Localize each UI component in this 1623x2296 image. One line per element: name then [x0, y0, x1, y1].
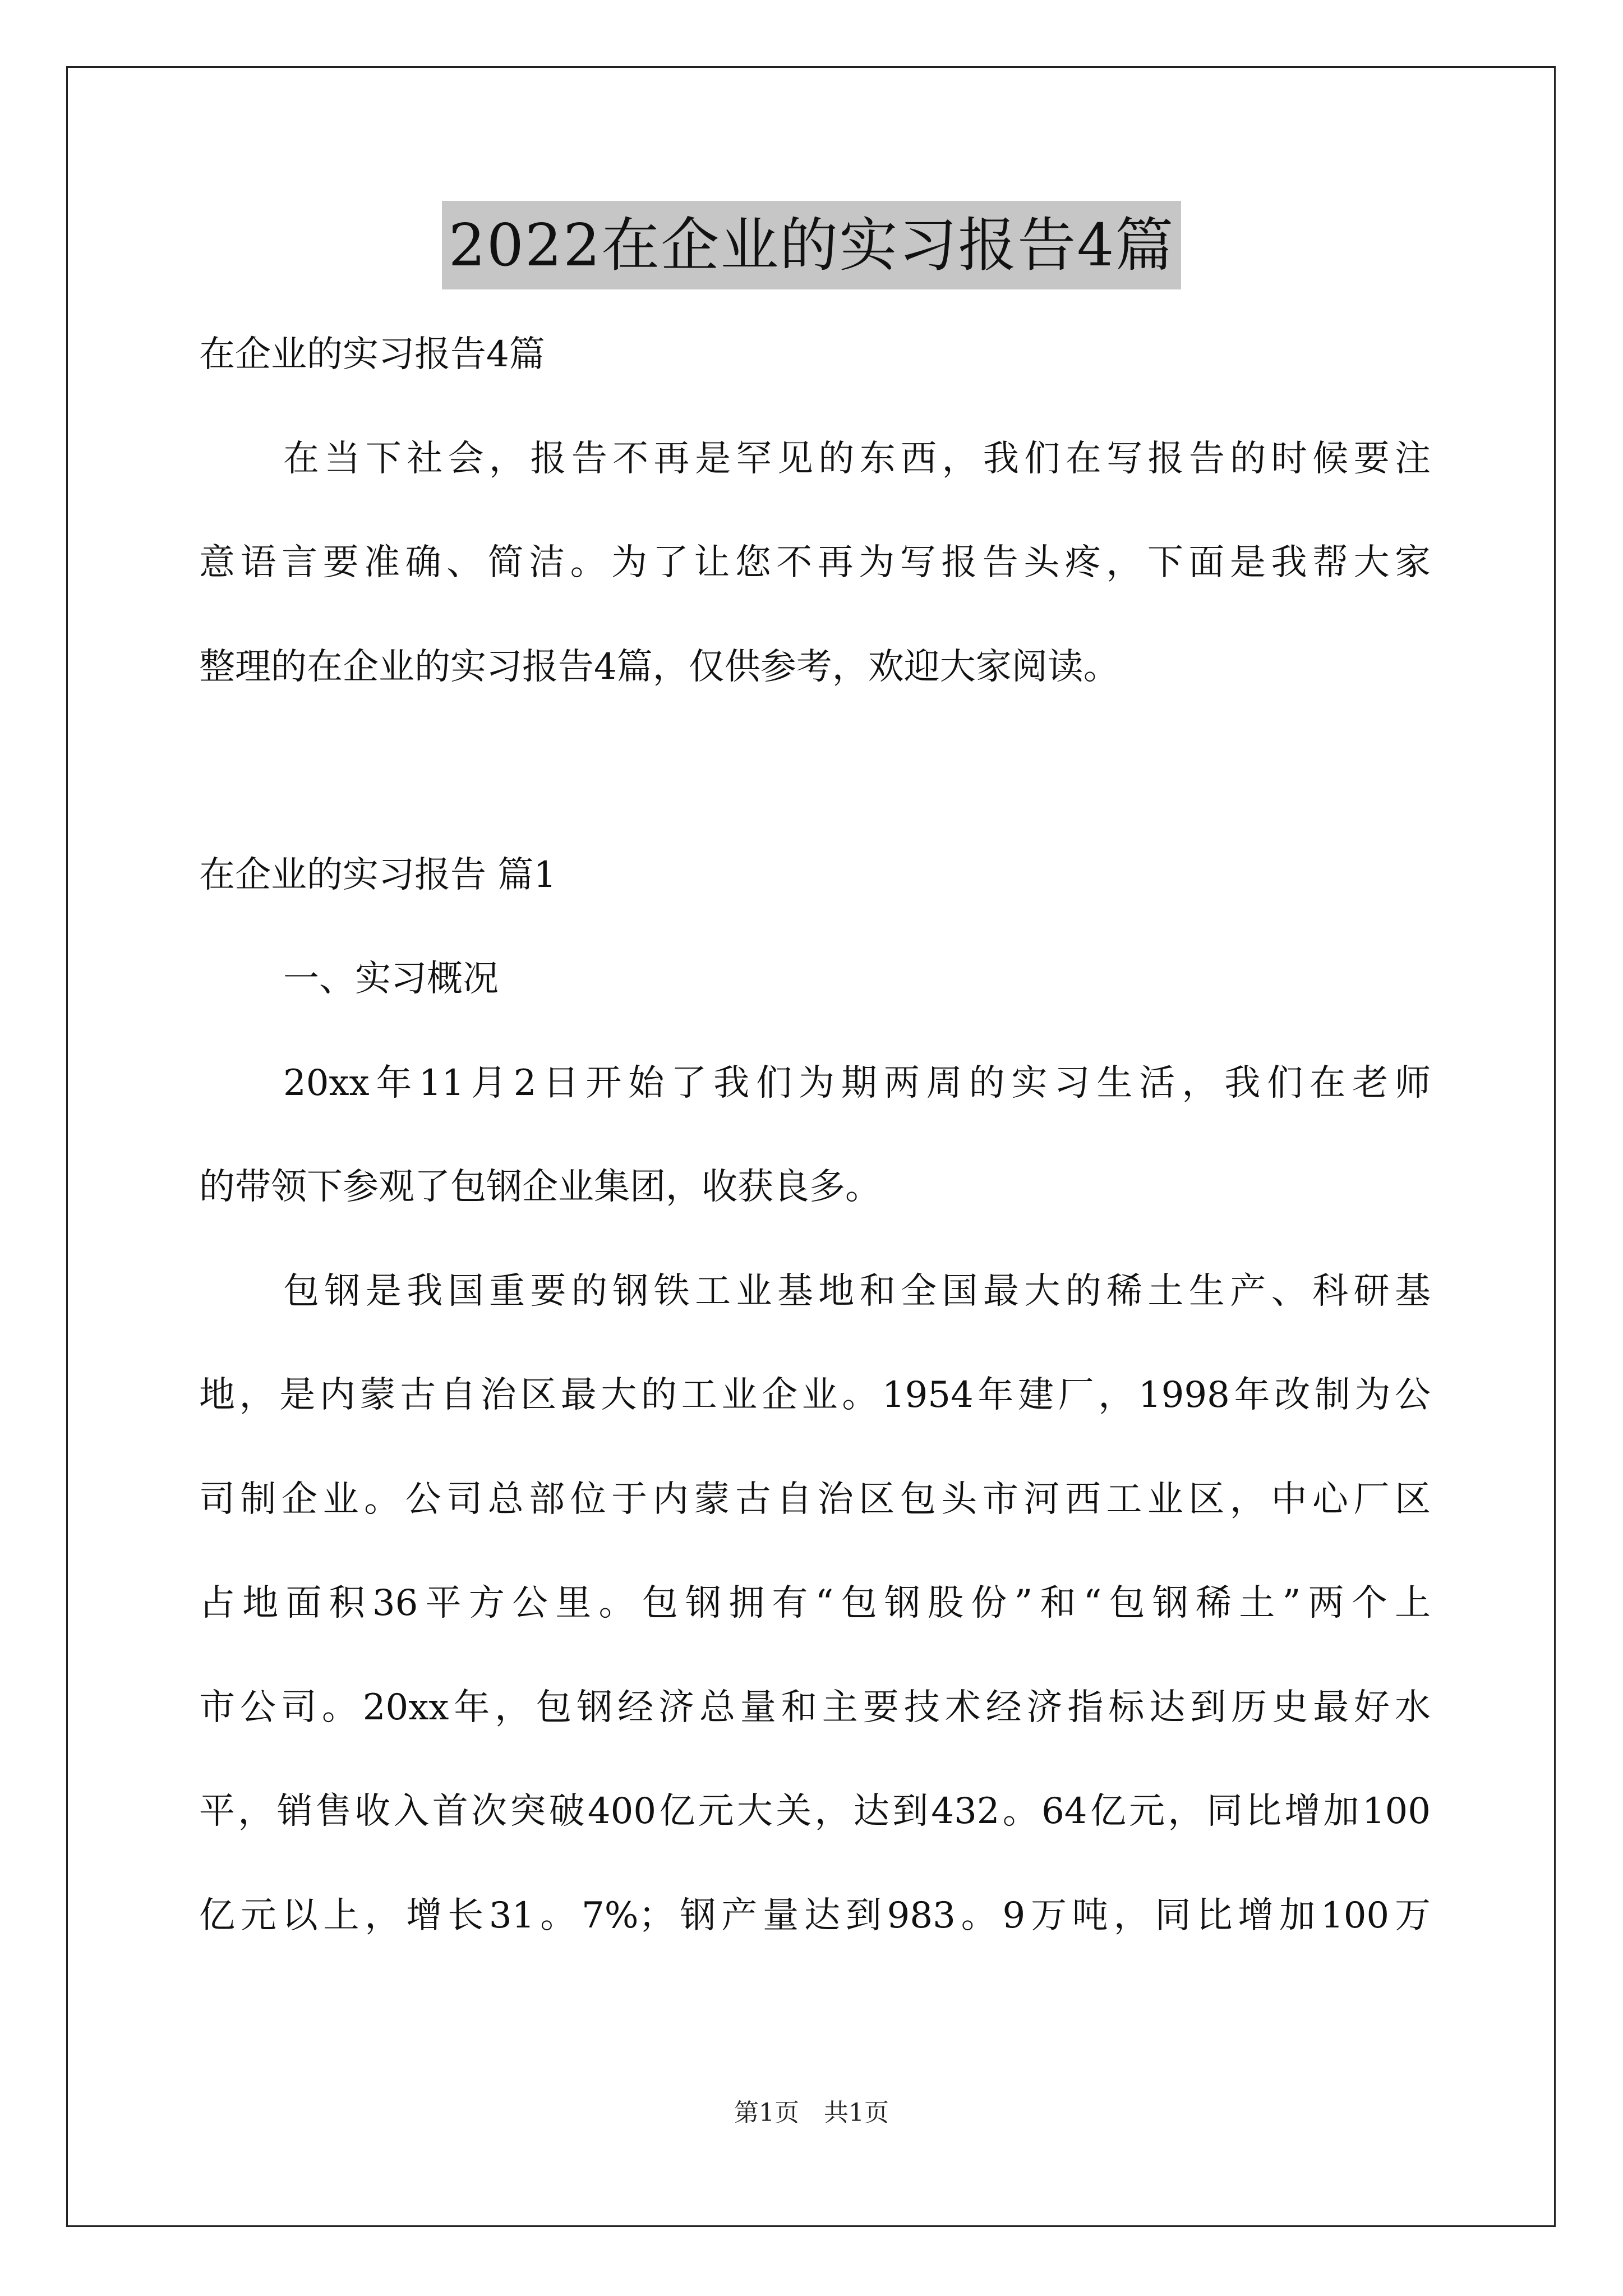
paragraph-line: 市公司。20xx年，包钢经济总量和主要技术经济指标达到历史最好水 — [199, 1686, 1431, 1728]
paragraph-line: 地，是内蒙古自治区最大的工业企业。1954年建厂，1998年改制为公 — [199, 1374, 1431, 1416]
paragraph-line: 平，销售收入首次突破400亿元大关，达到432。64亿元，同比增加100 — [199, 1791, 1431, 1832]
paragraph-line: 亿元以上，增长31。7%；钢产量达到983。9万吨，同比增加100万 — [199, 1894, 1431, 1936]
paragraph-line: 的带领下参观了包钢企业集团，收获良多。 — [199, 1166, 881, 1208]
section-heading-intro: 在企业的实习报告4篇 — [199, 334, 545, 375]
paragraph-line: 整理的在企业的实习报告4篇，仅供参考，欢迎大家阅读。 — [199, 646, 1119, 688]
paragraph-line: 意语言要准确、简洁。为了让您不再为写报告头疼，下面是我帮大家 — [199, 542, 1431, 583]
paragraph-line: 占地面积36平方公里。包钢拥有“包钢股份”和“包钢稀土”两个上 — [199, 1582, 1431, 1624]
document-title: 2022在企业的实习报告4篇 — [442, 201, 1182, 289]
subheading-overview: 一、实习概况 — [283, 958, 499, 1000]
page-footer: 第1页 共1页 — [734, 2099, 889, 2127]
paragraph-line: 在当下社会，报告不再是罕见的东西，我们在写报告的时候要注 — [283, 438, 1431, 480]
document-body — [199, 303, 1431, 1968]
paragraph-line: 包钢是我国重要的钢铁工业基地和全国最大的稀土生产、科研基 — [283, 1270, 1431, 1312]
paragraph-line: 20xx年11月2日开始了我们为期两周的实习生活，我们在老师 — [283, 1062, 1431, 1104]
section-heading-part-1: 在企业的实习报告 篇1 — [199, 854, 557, 896]
paragraph-line: 司制企业。公司总部位于内蒙古自治区包头市河西工业区，中心厂区 — [199, 1478, 1431, 1520]
title-container — [0, 201, 1623, 289]
blank-line — [199, 719, 1431, 823]
